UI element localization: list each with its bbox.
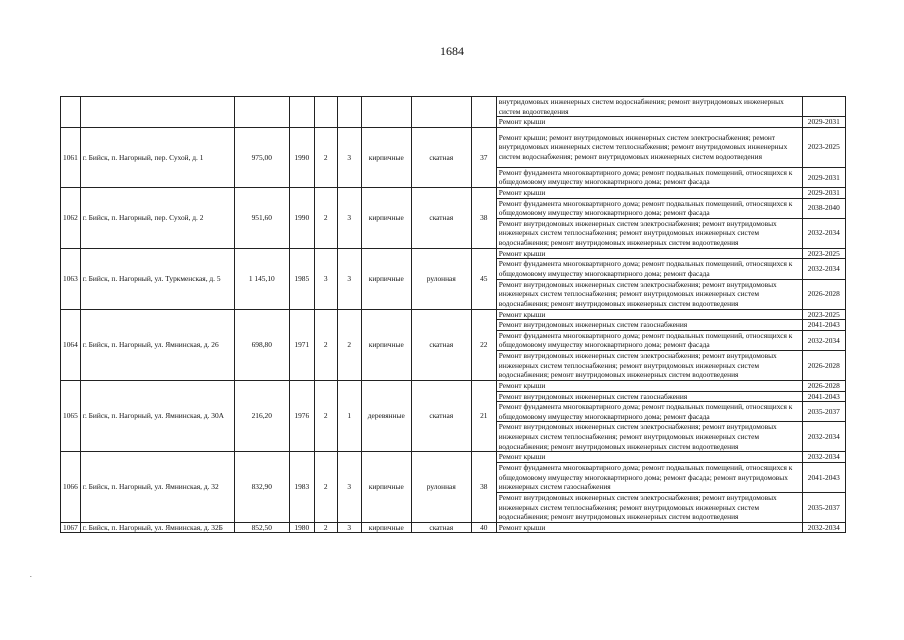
house-address: г. Бийск, п. Нагорный, ул. Ямнинская, д. 26 [80, 309, 234, 380]
record-number: 1061 [61, 127, 81, 187]
apartments-count: 40 [471, 522, 496, 533]
empty-cell [471, 97, 496, 128]
work-period: 2026-2028 [802, 279, 845, 309]
work-period: 2032-2034 [802, 330, 845, 350]
work-description: Ремонт внутридомовых инженерных систем электроснабжения; ремонт внутридомовых инженерных систем теплоснабжения; ремонт внутридомовых инженерных систем водоснабжения; ремонт внутридомовых инженерных систем водоотведения [496, 350, 802, 380]
table-row [61, 452, 846, 463]
work-period: 2029-2031 [802, 187, 845, 198]
work-period: 2032-2034 [802, 522, 845, 533]
floors-count: 2 [314, 380, 337, 451]
wall-material: деревянные [361, 380, 411, 451]
table-row [61, 187, 846, 198]
wall-material: кирпичные [361, 522, 411, 533]
margin-mark: . [30, 571, 32, 579]
apartments-count: 38 [471, 452, 496, 523]
record-number: 1064 [61, 309, 81, 380]
table-row [61, 248, 846, 259]
house-address: г. Бийск, п. Нагорный, ул. Ямнинская, д. 30А [80, 380, 234, 451]
work-description: Ремонт фундамента многоквартирного дома; ремонт подвальных помещений, относящихся к общедомовому имуществу многоквартирного дома; ремонт фасада; ремонт внутридомовых инженерных систем газоснабжения [496, 462, 802, 492]
entrances-count: 3 [337, 127, 361, 187]
floors-count: 2 [314, 127, 337, 187]
work-period: 2038-2040 [802, 198, 845, 218]
commission-year: 1983 [289, 452, 314, 523]
entrances-count: 3 [337, 187, 361, 248]
page-number: 1684 [440, 44, 464, 58]
entrances-count: 3 [337, 522, 361, 533]
work-description: Ремонт крыши; ремонт внутридомовых инженерных систем электроснабжения; ремонт внутридомовых инженерных систем теплоснабжения; ремонт внутридомовых инженерных систем водоснабжения; ремонт внутридомовых инженерных систем водоотведения [496, 127, 802, 167]
work-period: 2026-2028 [802, 350, 845, 380]
commission-year: 1971 [289, 309, 314, 380]
total-area: 216,20 [234, 380, 289, 451]
work-description: Ремонт фундамента многоквартирного дома; ремонт подвальных помещений, относящихся к общедомовому имуществу многоквартирного дома; ремонт фасада [496, 330, 802, 350]
wall-material: кирпичные [361, 187, 411, 248]
roof-type: скатная [411, 127, 471, 187]
floors-count: 2 [314, 522, 337, 533]
work-description: Ремонт крыши [496, 248, 802, 259]
empty-cell [361, 97, 411, 128]
apartments-count: 22 [471, 309, 496, 380]
work-period: 2032-2034 [802, 218, 845, 248]
roof-type: рулонная [411, 248, 471, 309]
empty-cell [80, 97, 234, 128]
wall-material: кирпичные [361, 309, 411, 380]
entrances-count: 3 [337, 248, 361, 309]
house-address: г. Бийск, п. Нагорный, пер. Сухой, д. 2 [80, 187, 234, 248]
total-area: 951,60 [234, 187, 289, 248]
work-period: 2029-2031 [802, 117, 845, 128]
house-address: г. Бийск, п. Нагорный, ул. Ямнинская, д. 32Б [80, 522, 234, 533]
record-number: 1065 [61, 380, 81, 451]
table-row [61, 522, 846, 533]
floors-count: 3 [314, 248, 337, 309]
table-row [61, 309, 846, 320]
empty-cell [289, 97, 314, 128]
work-description: Ремонт фундамента многоквартирного дома; ремонт подвальных помещений, относящихся к общедомовому имуществу многоквартирного дома; ремонт фасада [496, 402, 802, 422]
roof-type: рулонная [411, 452, 471, 523]
commission-year: 1990 [289, 127, 314, 187]
total-area: 832,90 [234, 452, 289, 523]
empty-cell [234, 97, 289, 128]
house-address: г. Бийск, п. Нагорный, ул. Ямнинская, д. 32 [80, 452, 234, 523]
work-period: 2041-2043 [802, 462, 845, 492]
house-address: г. Бийск, п. Нагорный, пер. Сухой, д. 1 [80, 127, 234, 187]
work-period: 2035-2037 [802, 492, 845, 522]
work-period: 2026-2028 [802, 380, 845, 391]
house-address: г. Бийск, п. Нагорный, ул. Туркменская, д. 5 [80, 248, 234, 309]
work-description: Ремонт крыши [496, 117, 802, 128]
work-description: внутридомовых инженерных систем водоснабжения; ремонт внутридомовых инженерных систем водоотведения [496, 97, 802, 117]
total-area: 698,80 [234, 309, 289, 380]
roof-type: скатная [411, 522, 471, 533]
work-period: 2032-2034 [802, 259, 845, 279]
roof-type: скатная [411, 187, 471, 248]
work-period: 2023-2025 [802, 309, 845, 320]
total-area: 1 145,10 [234, 248, 289, 309]
empty-cell [61, 97, 81, 128]
floors-count: 2 [314, 187, 337, 248]
entrances-count: 3 [337, 452, 361, 523]
commission-year: 1976 [289, 380, 314, 451]
continuation-row [61, 97, 846, 117]
apartments-count: 21 [471, 380, 496, 451]
work-period: 2041-2043 [802, 391, 845, 402]
empty-cell [314, 97, 337, 128]
apartments-count: 38 [471, 187, 496, 248]
work-description: Ремонт внутридомовых инженерных систем электроснабжения; ремонт внутридомовых инженерных систем теплоснабжения; ремонт внутридомовых инженерных систем водоснабжения; ремонт внутридомовых инженерных систем водоотведения [496, 218, 802, 248]
work-description: Ремонт фундамента многоквартирного дома; ремонт подвальных помещений, относящихся к общедомовому имуществу многоквартирного дома; ремонт фасада [496, 167, 802, 187]
total-area: 852,50 [234, 522, 289, 533]
apartments-count: 45 [471, 248, 496, 309]
entrances-count: 1 [337, 380, 361, 451]
work-description: Ремонт фундамента многоквартирного дома; ремонт подвальных помещений, относящихся к общедомовому имуществу многоквартирного дома; ремонт фасада [496, 259, 802, 279]
table-row [61, 127, 846, 167]
work-period: 2023-2025 [802, 248, 845, 259]
work-period: 2029-2031 [802, 167, 845, 187]
record-number: 1067 [61, 522, 81, 533]
work-description: Ремонт крыши [496, 380, 802, 391]
table-body [61, 97, 846, 533]
commission-year: 1990 [289, 187, 314, 248]
record-number: 1062 [61, 187, 81, 248]
table-row [61, 380, 846, 391]
work-description: Ремонт внутридомовых инженерных систем газоснабжения [496, 320, 802, 331]
work-description: Ремонт крыши [496, 309, 802, 320]
work-period: 2023-2025 [802, 127, 845, 167]
work-description: Ремонт крыши [496, 522, 802, 533]
roof-type: скатная [411, 309, 471, 380]
work-description: Ремонт внутридомовых инженерных систем газоснабжения [496, 391, 802, 402]
work-description: Ремонт фундамента многоквартирного дома; ремонт подвальных помещений, относящихся к общедомовому имуществу многоквартирного дома; ремонт фасада [496, 198, 802, 218]
work-description: Ремонт крыши [496, 187, 802, 198]
record-number: 1063 [61, 248, 81, 309]
wall-material: кирпичные [361, 248, 411, 309]
floors-count: 2 [314, 452, 337, 523]
wall-material: кирпичные [361, 452, 411, 523]
work-description: Ремонт внутридомовых инженерных систем электроснабжения; ремонт внутридомовых инженерных систем теплоснабжения; ремонт внутридомовых инженерных систем водоснабжения; ремонт внутридомовых инженерных систем водоотведения [496, 492, 802, 522]
commission-year: 1985 [289, 248, 314, 309]
work-period [802, 97, 845, 117]
work-period: 2041-2043 [802, 320, 845, 331]
wall-material: кирпичные [361, 127, 411, 187]
total-area: 975,00 [234, 127, 289, 187]
work-description: Ремонт крыши [496, 452, 802, 463]
empty-cell [411, 97, 471, 128]
apartments-count: 37 [471, 127, 496, 187]
work-period: 2032-2034 [802, 422, 845, 452]
capital-repair-table [60, 96, 846, 533]
entrances-count: 2 [337, 309, 361, 380]
commission-year: 1980 [289, 522, 314, 533]
work-period: 2035-2037 [802, 402, 845, 422]
work-description: Ремонт внутридомовых инженерных систем электроснабжения; ремонт внутридомовых инженерных систем теплоснабжения; ремонт внутридомовых инженерных систем водоснабжения; ремонт внутридомовых инженерных систем водоотведения [496, 279, 802, 309]
work-description: Ремонт внутридомовых инженерных систем электроснабжения; ремонт внутридомовых инженерных систем теплоснабжения; ремонт внутридомовых инженерных систем водоснабжения; ремонт внутридомовых инженерных систем водоотведения [496, 422, 802, 452]
floors-count: 2 [314, 309, 337, 380]
roof-type: скатная [411, 380, 471, 451]
record-number: 1066 [61, 452, 81, 523]
empty-cell [337, 97, 361, 128]
work-period: 2032-2034 [802, 452, 845, 463]
